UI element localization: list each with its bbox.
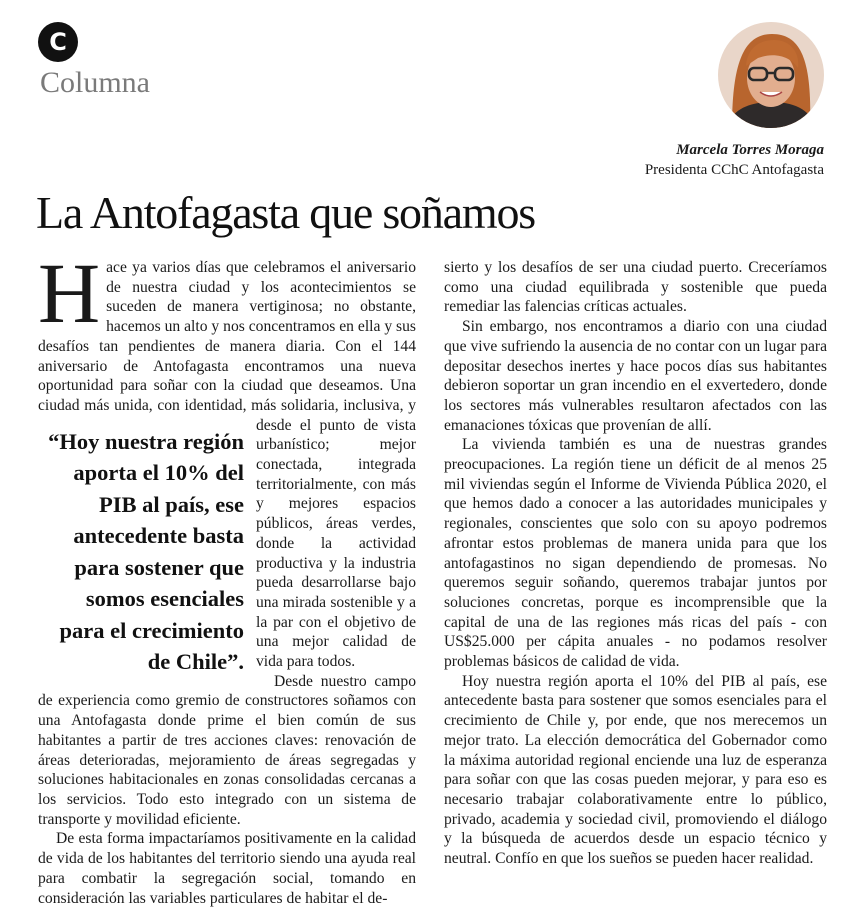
paragraph-3a: De esta forma impactaríamos positivamente en la calidad de vida de los habitantes del territorio siendo una ayuda real para combatir la segregación social, tomando en consideración las variables particulares de habitar el de-	[38, 830, 416, 907]
article-headline: La Antofagasta que soñamos	[36, 187, 535, 238]
author-portrait-icon	[718, 22, 824, 128]
paragraph-6: Hoy nuestra región aporta el 10% del PIB al país, ese antecedente basta para sostener que somos esenciales para el crecimiento de Chile y, por ende, que nos merecemos un mejor trato. La elección democrática del Gobernador como la máxima autoridad regional enciende una luz de esperanza para soñar con que las cosas pueden mejorar, y para eso es necesario trabajar colaborativamente entre lo público, privado, academia y sociedad civil, promoviendo el diálogo y la búsqueda de acuerdos desde un espacio técnico y neutral. Confío en que los sueños se pueden hacer realidad.	[444, 672, 827, 868]
author-photo	[718, 22, 824, 128]
author-byline	[645, 140, 824, 180]
paragraph-5: La vivienda también es una de nuestras grandes preocupaciones. La región tiene un déficit de al menos 25 mil viviendas según el Informe de Vivienda Pública 2020, el que hemos dado a conocer a las autoridades municipales y regionales, conscientes que solo con su apoyo podremos afrontar estos problemas de manera unida para que los antofagastinos no sigan dependiendo de promesas. No queremos seguir soñando, queremos trabajar juntos por soluciones concretas, porque es incomprensible que la capital de una de las regiones más ricas del país - con US$25.000 per cápita anuales - no podamos resolver problemas básicos de calidad de vida.	[444, 436, 827, 671]
paragraph-1-text-a: ace ya varios días que celebramos el aniversario de nuestra ciudad y los acontecimientos se suceden de manera vertiginosa; no obstante, hacemos un alto y nos concentramos en ella y sus desafíos tan pendientes de manera diaria. Con el 144 aniversario de Antofagasta encontramos una nueva oportunidad para soñar con la ciudad que deseamos. Una ciudad más unida, con identidad, más solidaria, inclusiva, y desde el punto de vista	[38, 259, 416, 434]
paragraph-4: Sin embargo, nos encontramos a diario con una ciudad que vive sufriendo la ausencia de no contar con un lugar para depositar desechos inertes y hace pocos días sus habitantes debieron soportar un gran incendio en el exvertedero, donde los sectores más vulnerables resultaron afectados con las emanaciones tóxicas que provenían de allí.	[444, 318, 827, 434]
article-column-right	[444, 258, 827, 869]
paragraph-2: Desde nuestro campo de experiencia como gremio de constructores soñamos con una Antofagasta donde prime el bien común de sus habitantes a partir de tres acciones claves: renovación de áreas deterioradas, mejoramiento de áreas segregadas y soluciones habitacionales en zonas consolidadas cercanas a los servicios. Todo esto integrado con un sistema de transporte y movilidad eficiente.	[38, 672, 416, 828]
paragraph-1	[38, 245, 416, 675]
drop-cap: H	[38, 245, 101, 341]
paragraph-3b: sierto y los desafíos de ser una ciudad puerto. Creceríamos como una ciudad equilibrada y sostenible que pueda remediar las falencias críticas actuales.	[444, 259, 827, 316]
author-role: Presidenta CChC Antofagasta	[644, 162, 824, 178]
author-name: Marcela Torres Moraga	[676, 142, 824, 158]
column-badge: C	[38, 22, 78, 62]
paragraph-1-text-b: urbanístico; mejor conectada, integrada territorialmente, con más y mejores espacios públicos, áreas verdes, donde la actividad productiva y la industria pueda desarrollarse bajo una mirada sostenible y a la par con el objetivo de una mejor calidad de vida para todos.	[256, 436, 416, 671]
pull-quote: “Hoy nuestra región aporta el 10% del PIB al país, ese antecedente basta para sostener que somos esenciales para el crecimiento de Chile”.	[48, 428, 244, 675]
article-column-left	[38, 245, 416, 908]
section-label: Columna	[40, 66, 150, 99]
